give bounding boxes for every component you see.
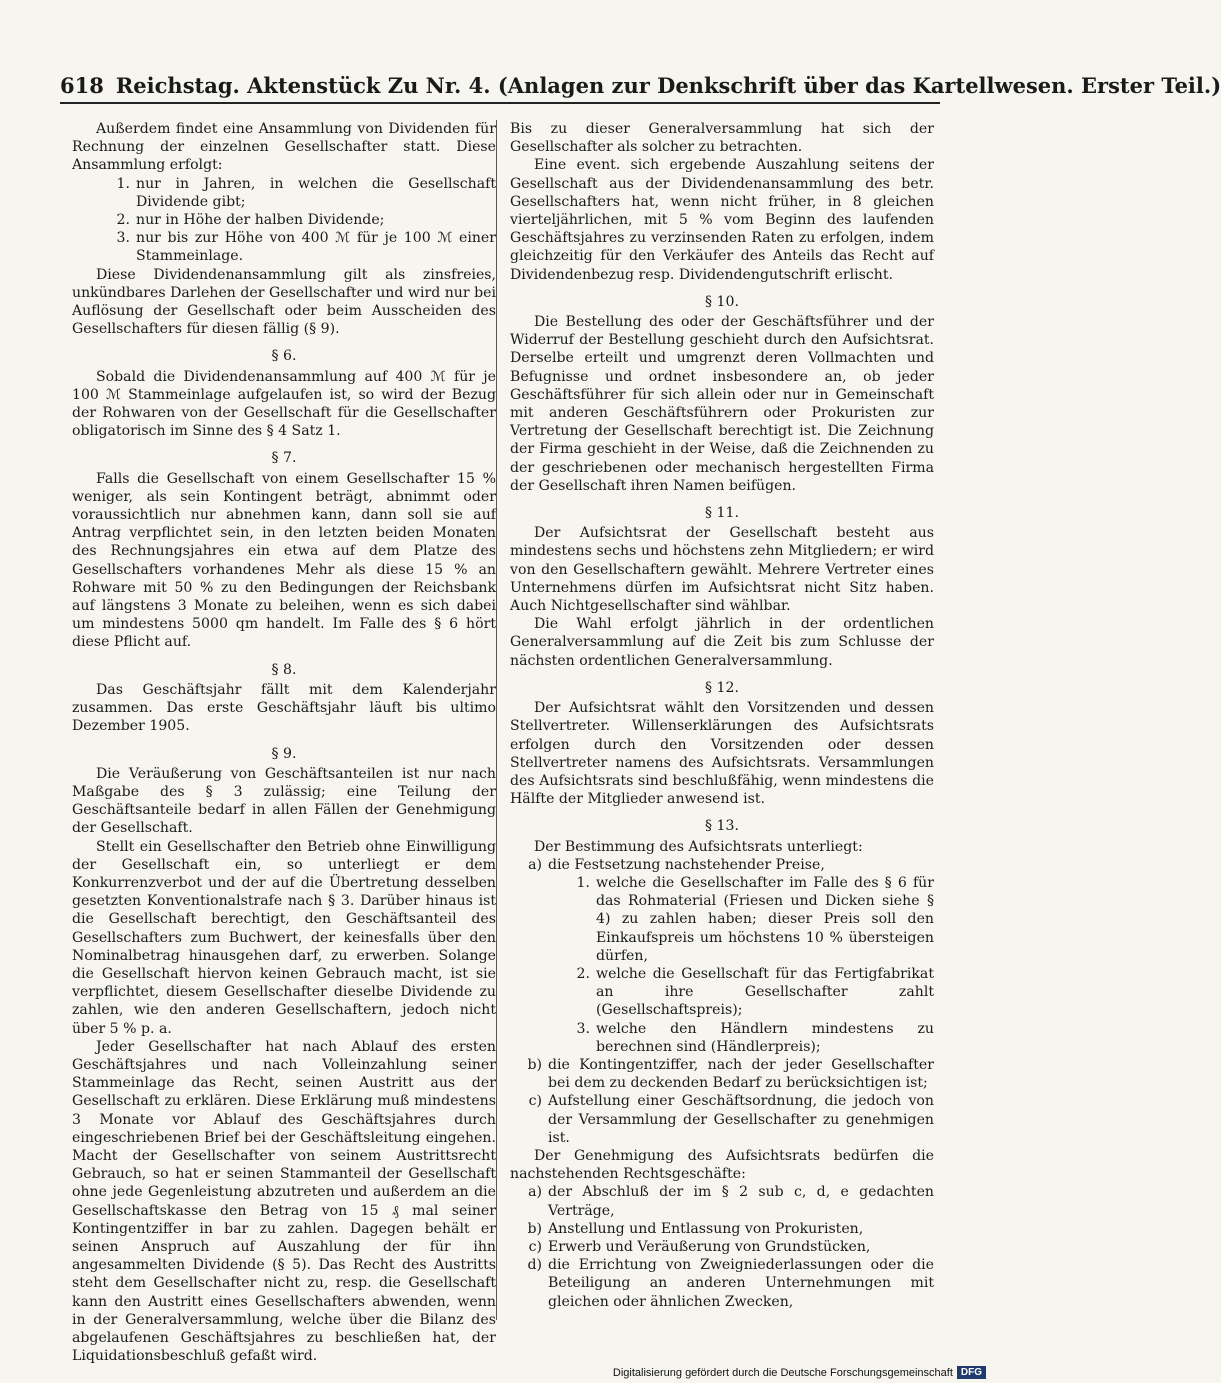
list-text: Erwerb und Veräußerung von Grundstücken, <box>548 1238 871 1255</box>
paragraph: Außerdem findet eine Ansammlung von Dividenden für Rechnung der einzelnen Gesellschafter statt. Diese Ansammlung erfolgt: <box>72 121 496 174</box>
paragraph: Der Bestimmung des Aufsichtsrats unterliegt: <box>534 838 863 855</box>
paragraph: Das Geschäftsjahr fällt mit dem Kalenderjahr zusammen. Das erste Geschäftsjahr läuft bis ultimo Dezember 1905. <box>72 681 496 735</box>
paragraph: Bis zu dieser Generalversammlung hat sich der Gesellschafter als solcher zu betrachten. <box>510 121 934 156</box>
list-item <box>72 175 496 211</box>
page-number: 618 <box>60 73 104 98</box>
list-marker: 1. <box>576 874 590 891</box>
section-heading: § 13. <box>705 818 739 835</box>
paragraph: Der Aufsichtsrat wählt den Vorsitzenden und dessen Stellvertreter. Willenserklärungen des Aufsichtsrats erfolgen durch den Vorsitzenden oder dessen Stellvertreter namens des Aufsichtsrats. Versammlungen des Aufsichtsrats sind beschlußfähig, wenn mindestens die Hälfte der Mitglieder anwesend ist. <box>510 700 934 808</box>
list-text: nur in Jahren, in welchen die Gesellschaft Dividende gibt; <box>136 175 496 210</box>
paragraph: Die Wahl erfolgt jährlich in der ordentlichen Generalversammlung auf die Zeit bis zum Schlusse der nächsten ordentlichen Generalversammlung. <box>510 616 934 669</box>
list-item <box>510 1238 934 1256</box>
funding-footer <box>613 1366 986 1379</box>
list-item <box>510 1256 934 1311</box>
list-marker: 3. <box>116 230 130 247</box>
paragraph: Stellt ein Gesellschafter den Betrieb ohne Einwilligung der Gesellschaft ein, so unterliegt er dem Konkurrenzverbot und der auf die Übertretung desselben gesetzten Konventionalstrafe nach § 3. Darüber hinaus ist die Gesellschaft berechtigt, den Geschäftsanteil des Gesellschafters zum Buchwert, der keinesfalls über den Nominalbetrag hinausgehen darf, zu erwerben. Solange die Gesellschaft hiervon keinen Gebrauch macht, ist sie verpflichtet, diesem Gesellschafter dieselbe Dividende zu zahlen, wie den anderen Gesellschaftern, jedoch nicht über 5 % p. a. <box>72 838 496 1037</box>
right-column <box>510 120 934 1311</box>
list-item <box>510 1183 934 1219</box>
paragraph: Der Aufsichtsrat der Gesellschaft besteht aus mindestens sechs und höchstens zehn Mitgliedern; er wird von den Gesellschaftern gewählt. Mehrere Vertreter eines Unternehmens dürfen im Aufsichtsrat nicht Sitz haben. Auch Nichtgesellschafter sind wählbar. <box>510 525 934 615</box>
list-text: nur bis zur Höhe von 400 ℳ für je 100 ℳ einer Stammeinlage. <box>136 230 496 265</box>
list-text: welche die Gesellschafter im Falle des § 6 für das Rohmaterial (Friesen und Dicken siehe § 4) zu zahlen haben; dieser Preis soll den Einkaufspreis um höchstens 10 % übersteigen dürfen, <box>596 874 934 964</box>
list-text: die Errichtung von Zweigniederlassungen oder die Beteiligung an anderen Unternehmungen mit gleichen oder ähnlichen Zwecken, <box>548 1257 934 1310</box>
section-heading: § 8. <box>271 661 297 678</box>
list-item <box>510 1220 934 1238</box>
list-text: Anstellung und Entlassung von Prokuristen, <box>548 1220 864 1237</box>
list-item <box>72 211 496 229</box>
left-column <box>72 120 496 1365</box>
list-item <box>510 874 934 965</box>
list-marker: a) <box>528 856 542 873</box>
list-marker: b) <box>527 1056 542 1073</box>
list-text: welche die Gesellschaft für das Fertigfabrikat an ihre Gesellschafter zahlt (Gesellschaftspreis); <box>596 965 934 1019</box>
section-heading: § 10. <box>705 293 739 310</box>
list-item <box>72 229 496 265</box>
list-item <box>510 1092 934 1147</box>
list-marker: 1. <box>116 175 130 192</box>
section-heading: § 12. <box>705 679 739 696</box>
section-heading: § 9. <box>271 745 297 762</box>
list-marker: c) <box>528 1093 542 1110</box>
footer-text: Digitalisierung gefördert durch die Deutsche Forschungsgemeinschaft <box>612 1366 953 1379</box>
paragraph: Sobald die Dividendenansammlung auf 400 ℳ für je 100 ℳ Stammeinlage aufgelaufen ist, so wird der Bezug der Rohwaren von der Gesellschaft für die Gesellschafter obligatorisch im Sinne des § 4 Satz 1. <box>72 368 496 440</box>
list-marker: 2. <box>576 965 590 982</box>
page-header <box>60 70 1221 104</box>
list-marker: d) <box>527 1257 542 1274</box>
list-text: die Kontingentziffer, nach der jeder Gesellschafter bei dem zu deckenden Bedarf zu berücksichtigen ist; <box>548 1056 934 1092</box>
list-text: nur in Höhe der halben Dividende; <box>136 212 385 229</box>
list-marker: 2. <box>116 212 130 229</box>
section-heading: § 11. <box>705 505 739 522</box>
section-heading: § 6. <box>271 348 297 365</box>
dfg-logo: DFG <box>957 1366 986 1379</box>
column-divider <box>496 120 497 1320</box>
paragraph: Diese Dividendenansammlung gilt als zinsfreies, unkündbares Darlehen der Gesellschafter und wird nur bei Auflösung der Gesellschaft oder beim Ausscheiden des Gesellschafters für diesen fällig (§ 9). <box>72 266 496 338</box>
list-item <box>510 1056 934 1092</box>
list-text: der Abschluß der im § 2 sub c, d, e gedachten Verträge, <box>548 1184 934 1219</box>
list-marker: 3. <box>576 1020 590 1037</box>
running-title: Reichstag. Aktenstück Zu Nr. 4. (Anlagen zur Denkschrift über das Kartellwesen. Erster Teil.) <box>115 73 1221 98</box>
paragraph: Der Genehmigung des Aufsichtsrats bedürfen die nachstehenden Rechtsgeschäfte: <box>510 1147 934 1183</box>
list-marker: c) <box>528 1238 542 1255</box>
list-marker: a) <box>528 1184 542 1201</box>
list-text: die Festsetzung nachstehender Preise, <box>548 856 825 873</box>
paragraph: Jeder Gesellschafter hat nach Ablauf des ersten Geschäftsjahres und nach Volleinzahlung seiner Stammeinlage das Recht, seinen Austritt aus der Gesellschaft zu erklären. Diese Erklärung muß mindestens 3 Monate vor Ablauf des Geschäftsjahres durch eingeschriebenen Brief bei der Geschäftsleitung eingehen. Macht der Gesellschafter von seinem Austrittsrecht Gebrauch, so hat er seinen Stammanteil der Gesellschaft ohne jede Gegenleistung abzutreten und außerdem an die Gesellschaftskasse den Betrag von 15 ₰ mal seiner Kontingentziffer in bar zu zahlen. Dagegen behält er seinen Anspruch auf Auszahlung der für ihn angesammelten Dividende (§ 5). Das Recht des Austritts steht dem Gesellschafter nicht zu, resp. die Gesellschaft kann den Austritt eines Gesellschafters abwenden, wenn in der Generalversammlung, welche über die Bilanz des abgelaufenen Geschäftsjahres zu beschließen hat, der Liquidationsbeschluß gefaßt wird. <box>72 1038 496 1365</box>
list-text: welche den Händlern mindestens zu berechnen sind (Händlerpreis); <box>596 1020 934 1055</box>
list-item <box>510 1020 934 1056</box>
paragraph: Die Veräußerung von Geschäftsanteilen ist nur nach Maßgabe des § 3 zulässig; eine Teilung der Geschäftsanteile bedarf in allen Fällen der Genehmigung der Gesellschaft. <box>72 765 496 837</box>
paragraph: Die Bestellung des oder der Geschäftsführer und der Widerruf der Bestellung geschieht durch den Aufsichtsrat. Derselbe erteilt und umgrenzt deren Vollmachten und Befugnisse und ordnet insbesondere an, ob jeder Geschäftsführer für sich allein oder nur in Gemeinschaft mit anderen Geschäftsführern oder Prokuristen zur Vertretung der Gesellschaft berechtigt ist. Die Zeichnung der Firma geschieht in der Weise, daß die Zeichnenden zu der geschriebenen oder mechanisch hergestellten Firma der Gesellschaft ihren Namen beifügen. <box>510 314 934 494</box>
section-heading: § 7. <box>271 450 297 467</box>
paragraph: Eine event. sich ergebende Auszahlung seitens der Gesellschaft aus der Dividendenansammlung des betr. Gesellschafters hat, wenn nicht früher, in 8 gleichen vierteljährlichen, mit 5 % vom Beginn des laufenden Geschäftsjahres zu verzinsenden Raten zu erfolgen, indem gleichzeitig für den Verkäufer des Anteils das Recht auf Dividendenbezug resp. Dividendengutschrift erlischt. <box>510 157 934 283</box>
list-marker: b) <box>527 1220 542 1237</box>
list-item <box>510 856 934 874</box>
paragraph: Falls die Gesellschaft von einem Gesellschafter 15 % weniger, als sein Kontingent beträgt, abnimmt oder voraussichtlich nur abnehmen kann, dann soll sie auf Antrag verpflichtet sein, in den letzten beiden Monaten des Rechnungsjahres ein etwa auf dem Platze des Gesellschafters vorhandenes Mehr als diese 15 % an Rohware mit 50 % zu den Bedingungen der Reichsbank auf längstens 3 Monate zu beleihen, wenn es sich dabei um mindestens 5000 qm handelt. Im Falle des § 6 hört diese Pflicht auf. <box>72 470 496 651</box>
list-item <box>510 965 934 1020</box>
list-text: Aufstellung einer Geschäftsordnung, die jedoch von der Versammlung der Gesellschafter zu genehmigen ist. <box>548 1093 934 1146</box>
